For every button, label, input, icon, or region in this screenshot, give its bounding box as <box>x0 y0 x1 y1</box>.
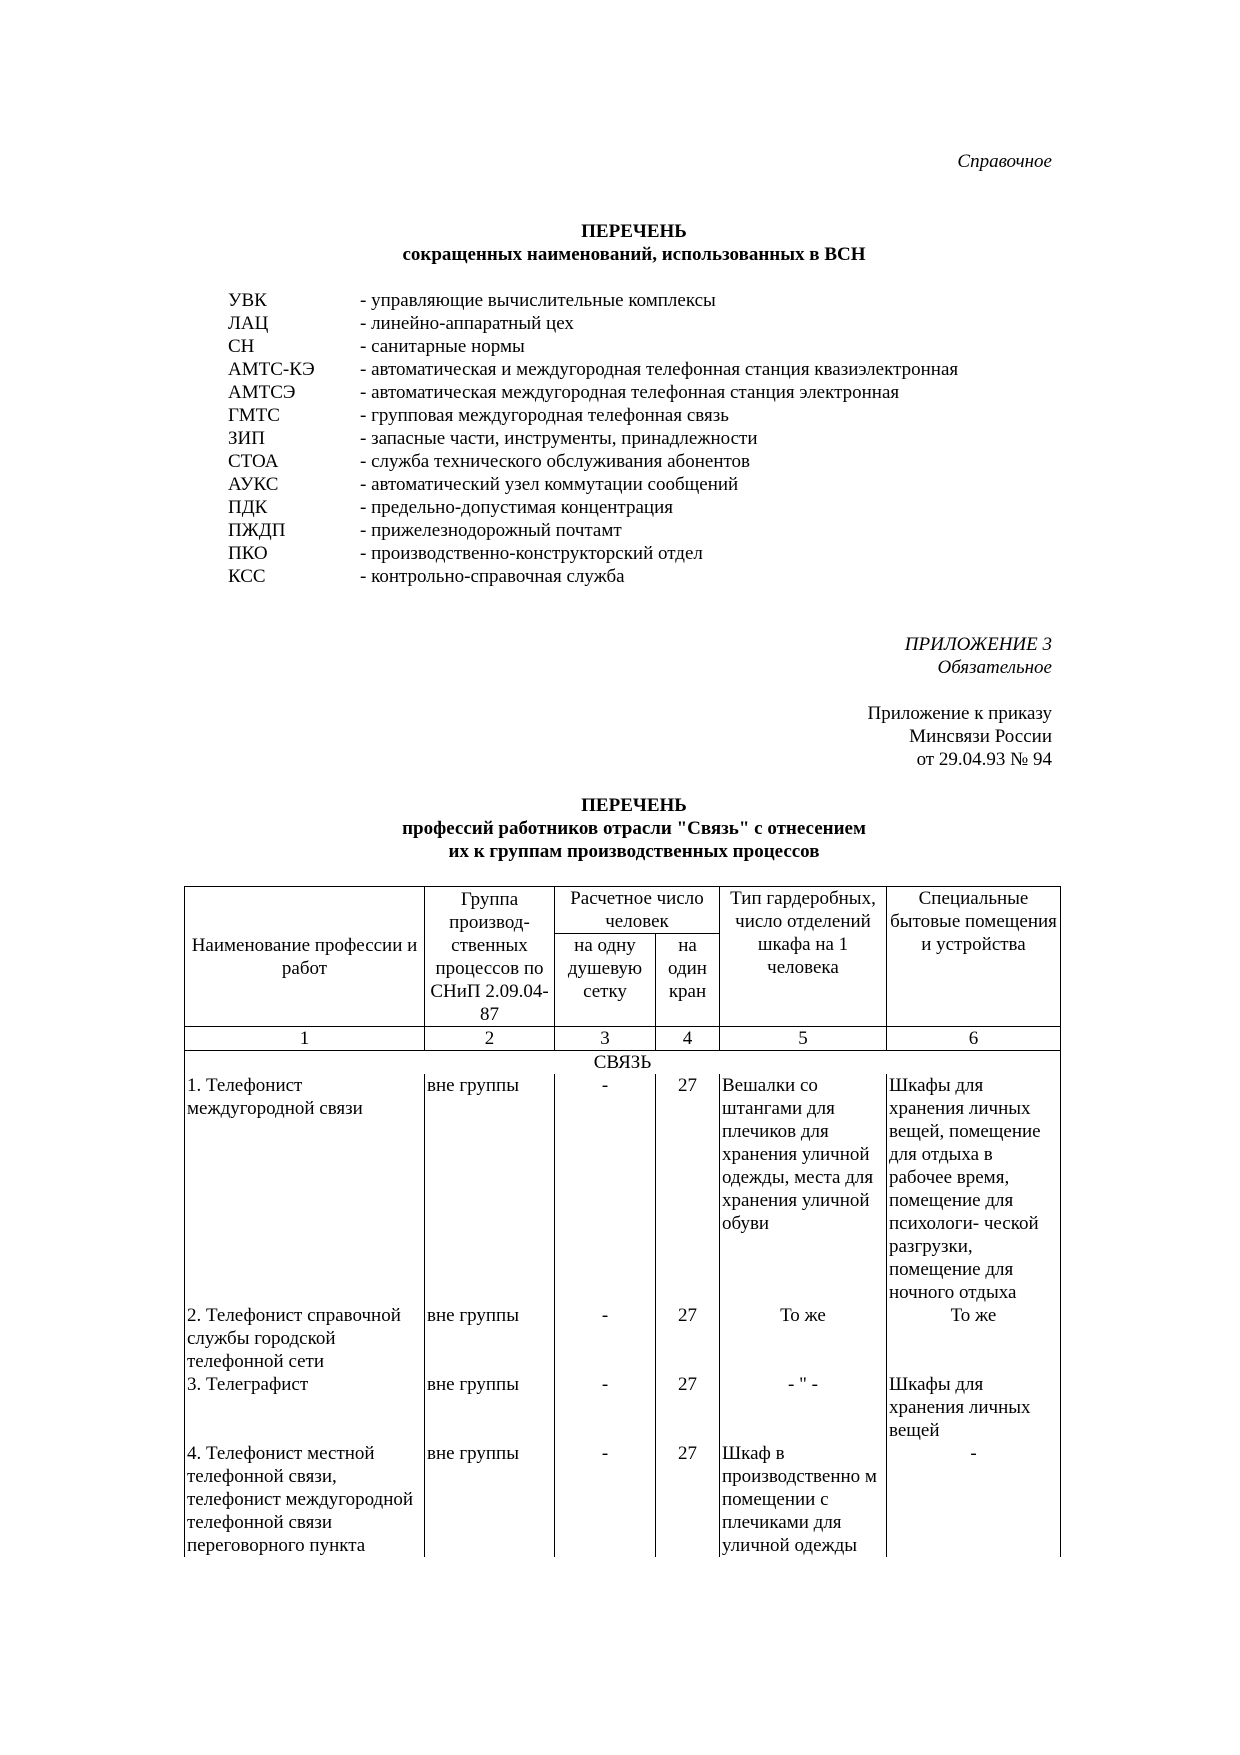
profession-group: вне группы <box>425 1074 555 1304</box>
column-numbers-row <box>185 1027 1061 1051</box>
appendix-label-block <box>905 633 1052 679</box>
profession-wardrobe: Вешалки со штангами для плечиков для хранения уличной одежды, места для хранения уличной обуви <box>720 1074 887 1304</box>
table-row <box>185 1074 1061 1304</box>
appendix-label: ПРИЛОЖЕНИЕ 3 <box>904 634 1052 655</box>
abbreviation-item <box>228 427 958 450</box>
profession-special: То же <box>887 1304 1061 1373</box>
order-line: Минсвязи России <box>909 726 1052 747</box>
abbreviation-item <box>228 450 958 473</box>
column-number: 1 <box>185 1027 425 1051</box>
order-line: Приложение к приказу <box>867 703 1052 724</box>
abbreviations-heading <box>0 220 1240 266</box>
profession-name: 2. Телефонист справочной службы городской телефонной сети <box>185 1304 425 1373</box>
abbreviation-description: - автоматическая междугородная телефонная станция электронная <box>360 382 900 403</box>
column-number: 2 <box>425 1027 555 1051</box>
profession-group: вне группы <box>425 1373 555 1442</box>
column-number: 5 <box>720 1027 887 1051</box>
abbreviation-item <box>228 312 958 335</box>
abbreviation-code: ЗИП <box>228 428 265 449</box>
profession-tap: 27 <box>656 1074 720 1304</box>
profession-tap: 27 <box>656 1304 720 1373</box>
section-title: СВЯЗЬ <box>185 1051 1061 1075</box>
profession-tap: 27 <box>656 1373 720 1442</box>
abbreviation-description: - управляющие вычислительные комплексы <box>360 290 716 311</box>
abbreviation-description: - линейно-аппаратный цех <box>360 313 574 334</box>
profession-wardrobe: То же <box>720 1304 887 1373</box>
professions-title: ПЕРЕЧЕНЬ <box>581 795 687 816</box>
abbreviation-description: - запасные части, инструменты, принадлежности <box>360 428 758 449</box>
abbreviation-description: - служба технического обслуживания абонентов <box>360 451 751 472</box>
abbreviation-description: - групповая междугородная телефонная связь <box>360 405 729 426</box>
abbreviation-description: - санитарные нормы <box>360 336 525 357</box>
abbreviation-code: ПЖДП <box>228 520 286 541</box>
abbreviation-item <box>228 496 958 519</box>
abbreviation-description: - прижелезнодорожный почтамт <box>360 520 622 541</box>
column-number: 6 <box>887 1027 1061 1051</box>
header-tap: на один кран <box>656 934 720 1027</box>
abbreviations-subtitle: сокращенных наименований, использованных в ВСН <box>402 244 866 265</box>
header-shower: на одну душевую сетку <box>555 934 656 1027</box>
profession-wardrobe: Шкаф в производственно м помещении с плечиками для уличной одежды <box>720 1442 887 1557</box>
abbreviation-item <box>228 335 958 358</box>
profession-tap: 27 <box>656 1442 720 1557</box>
abbreviation-description: - автоматический узел коммутации сообщений <box>360 474 739 495</box>
column-number: 4 <box>656 1027 720 1051</box>
abbreviation-code: УВК <box>228 290 267 311</box>
abbreviation-code: АУКС <box>228 474 279 495</box>
professions-subtitle: профессий работников отрасли "Связь" с отнесением <box>402 818 866 839</box>
abbreviation-item <box>228 542 958 565</box>
abbreviation-code: ГМТС <box>228 405 280 426</box>
profession-shower: - <box>555 1442 656 1557</box>
table-row <box>185 1442 1061 1557</box>
abbreviation-description: - автоматическая и междугородная телефонная станция квазиэлектронная <box>360 359 959 380</box>
abbreviation-code: АМТС-КЭ <box>228 359 315 380</box>
abbreviation-description: - предельно-допустимая концентрация <box>360 497 673 518</box>
column-number: 3 <box>555 1027 656 1051</box>
abbreviation-description: - контрольно-справочная служба <box>360 566 625 587</box>
header-special: Специальные бытовые помещения и устройства <box>887 887 1061 1027</box>
order-line: от 29.04.93 № 94 <box>916 749 1052 770</box>
abbreviation-item <box>228 519 958 542</box>
abbreviation-description: - производственно-конструкторский отдел <box>360 543 703 564</box>
profession-shower: - <box>555 1074 656 1304</box>
section-row <box>185 1051 1061 1075</box>
abbreviation-code: СН <box>228 336 255 357</box>
header-name: Наименование профессии и работ <box>185 887 425 1027</box>
abbreviation-item <box>228 565 958 588</box>
table-header-row <box>185 887 1061 934</box>
abbreviation-code: ЛАЦ <box>228 313 269 334</box>
abbreviation-item <box>228 473 958 496</box>
header-wardrobe: Тип гардеробных, число отделений шкафа на 1 человека <box>720 887 887 1027</box>
professions-subtitle: их к группам производственных процессов <box>448 841 820 862</box>
abbreviation-item <box>228 289 958 312</box>
abbreviation-code: КСС <box>228 566 266 587</box>
abbreviation-item <box>228 358 958 381</box>
reference-note: Справочное <box>957 151 1052 172</box>
profession-special: Шкафы для хранения личных вещей <box>887 1373 1061 1442</box>
abbreviation-code: ПДК <box>228 497 268 518</box>
abbreviations-list <box>228 289 958 588</box>
abbreviation-item <box>228 381 958 404</box>
appendix-status: Обязательное <box>937 657 1052 678</box>
profession-name: 4. Телефонист местной телефонной связи, телефонист междугородной телефонной связи переговорного пункта <box>185 1442 425 1557</box>
profession-group: вне группы <box>425 1304 555 1373</box>
abbreviation-code: ПКО <box>228 543 268 564</box>
abbreviation-code: АМТСЭ <box>228 382 296 403</box>
profession-group: вне группы <box>425 1442 555 1557</box>
professions-table <box>184 886 1061 1557</box>
header-group: Группа производ- ственных процессов по СНиП 2.09.04-87 <box>425 887 555 1027</box>
order-reference <box>867 702 1052 771</box>
profession-shower: - <box>555 1373 656 1442</box>
abbreviation-item <box>228 404 958 427</box>
profession-wardrobe: - " - <box>720 1373 887 1442</box>
profession-name: 1. Телефонист междугородной связи <box>185 1074 425 1304</box>
abbreviations-title: ПЕРЕЧЕНЬ <box>581 221 687 242</box>
profession-special: Шкафы для хранения личных вещей, помещение для отдыха в рабочее время, помещение для психологи- ческой разгрузки, помещение для ночного отдыха <box>887 1074 1061 1304</box>
profession-shower: - <box>555 1304 656 1373</box>
abbreviation-code: СТОА <box>228 451 279 472</box>
profession-name: 3. Телеграфист <box>185 1373 425 1442</box>
table-row <box>185 1373 1061 1442</box>
profession-special: - <box>887 1442 1061 1557</box>
professions-heading <box>0 794 1240 863</box>
table-row <box>185 1304 1061 1373</box>
header-calc: Расчетное число человек <box>555 887 720 934</box>
